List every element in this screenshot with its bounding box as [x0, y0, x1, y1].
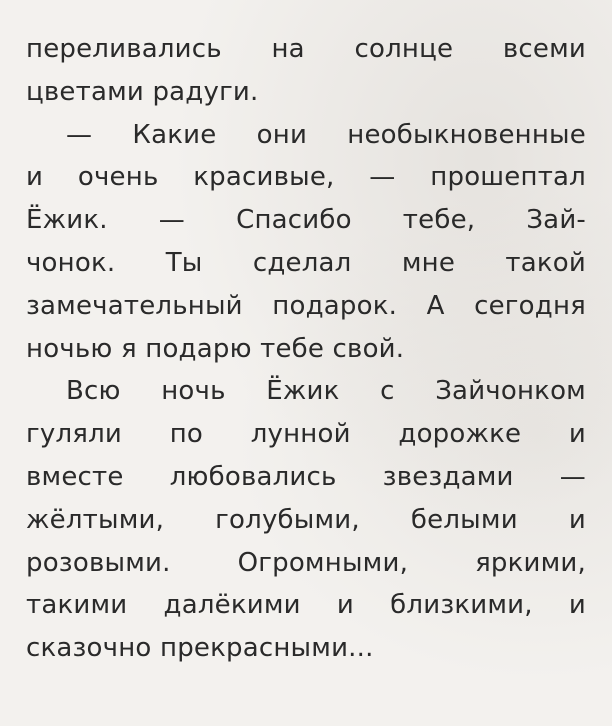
text-line: гуляли по лунной дорожке и — [26, 419, 586, 450]
dialogue-line: — Какие они необыкновенные — [66, 119, 586, 150]
paragraph-start-line: Всю ночь Ёжик с Зайчонком — [66, 376, 586, 407]
text-line: переливались на солнце всеми — [26, 34, 586, 64]
text-line: ночью я подарю тебе свой. — [26, 333, 405, 364]
story-text — [26, 28, 586, 670]
text-line: вместе любовались звездами — — [26, 461, 586, 492]
text-line: сказочно прекрасными... — [26, 633, 374, 664]
text-line: такими далёкими и близкими, и — [26, 590, 586, 621]
text-line: цветами радуги. — [26, 76, 259, 107]
text-line: жёлтыми, голубыми, белыми и — [26, 504, 586, 535]
text-line: розовыми. Огромными, яркими, — [26, 547, 586, 578]
text-line: замечательный подарок. А сегодня — [26, 290, 586, 321]
text-line: Ёжик. — Спасибо тебе, Зай- — [26, 205, 586, 236]
text-line: и очень красивые, — прошептал — [26, 162, 586, 193]
text-line: чонок. Ты сделал мне такой — [26, 247, 586, 278]
